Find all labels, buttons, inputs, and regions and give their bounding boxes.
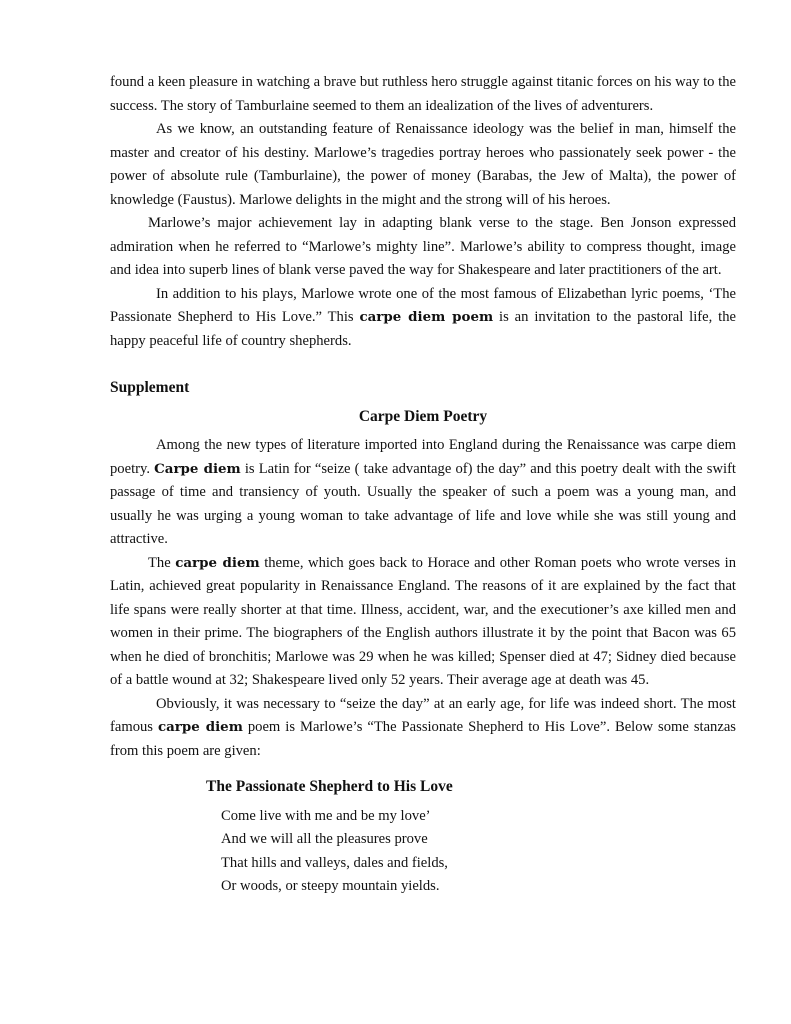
- bold-term: carpe diem: [175, 554, 260, 571]
- text-run: poem is Marlowe’s “The Passionate Shepherd to His Love”. Below some stanzas from this poem are given:: [110, 719, 736, 759]
- text-run: Among the new types of literature imported into England during the Renaissance was carpe diem poetry.: [110, 437, 736, 477]
- paragraph-tamburlaine: found a keen pleasure in watching a brave but ruthless hero struggle against titanic forces on his way to the success. The story of Tamburlaine seemed to them an idealization of the lives of adventurers.: [110, 74, 736, 114]
- bold-term: carpe diem poem: [359, 309, 494, 325]
- poem-line: Or woods, or steepy mountain yields.: [221, 878, 440, 894]
- paragraph-carpe-diem-theme: [110, 552, 736, 693]
- supplement-heading: Supplement: [110, 379, 190, 396]
- poem-stanza: [221, 805, 736, 899]
- poem-title: The Passionate Shepherd to His Love: [206, 778, 453, 795]
- text-run: The: [148, 554, 176, 571]
- text-run: is Latin for “seize ( take advantage of) the day” and this poetry dealt with the swift passage of time and transiency of youth. Usually the speaker of such a poem was a young man, and usually he was urging a young woman to take advantage of life and love while she was still young and attractive.: [110, 460, 736, 547]
- bold-term: carpe diem: [157, 719, 243, 735]
- text-run: theme, which goes back to Horace and other Roman poets who wrote verses in Latin, achieved great popularity in Renaissance England. The reasons of it are explained by the fact that life spans were really shorter at that time. Illness, accident, war, and the executioner’s axe killed men and women in their prime. The biographers of the English authors illustrate it by the point that Bacon was 65 when he died of bronchitis; Marlowe was 29 when he was killed; Spenser died at 47; Sidney died because of a battle wound at 32; Shakespeare lived only 52 years. Their average age at death was 45.: [110, 554, 736, 688]
- document-page: [110, 71, 736, 899]
- text-run: In addition to his plays, Marlowe wrote one of the most famous of Elizabethan lyric poems, ‘The Passionate Shepherd to His Love.” This: [110, 285, 736, 325]
- paragraph-seize-the-day: [110, 693, 736, 764]
- bold-term: Carpe diem: [154, 460, 241, 477]
- paragraph-blank-verse: Marlowe’s major achievement lay in adapting blank verse to the stage. Ben Jonson expressed admiration when he referred to “Marlowe’s mighty line”. Marlowe’s ability to compress thought, image and idea into superb lines of blank verse paved the way for Shakespeare and later practitioners of the art.: [110, 215, 736, 278]
- poem-line: And we will all the pleasures prove: [221, 831, 428, 847]
- section-title: Carpe Diem Poetry: [358, 407, 488, 425]
- poem-line: That hills and valleys, dales and fields,: [221, 854, 448, 871]
- text-run: is an invitation to the pastoral life, the happy peaceful life of country shepherds.: [110, 309, 736, 349]
- paragraph-renaissance-ideology: As we know, an outstanding feature of Renaissance ideology was the belief in man, himself the master and creator of his destiny. Marlowe’s tragedies portray heroes who passionately seek power - the power of absolute rule (Tamburlaine), the power of money (Barabas, the Jew of Malta), the power of knowledge (Faustus). Marlowe delights in the might and the strong will of his heroes.: [110, 121, 736, 208]
- poem-line: Come live with me and be my love’: [221, 807, 431, 824]
- paragraph-passionate-shepherd: [110, 283, 736, 354]
- paragraph-carpe-diem-intro: [110, 434, 736, 552]
- text-run: Obviously, it was necessary to “seize the day” at an early age, for life was indeed short. The most famous: [110, 695, 736, 735]
